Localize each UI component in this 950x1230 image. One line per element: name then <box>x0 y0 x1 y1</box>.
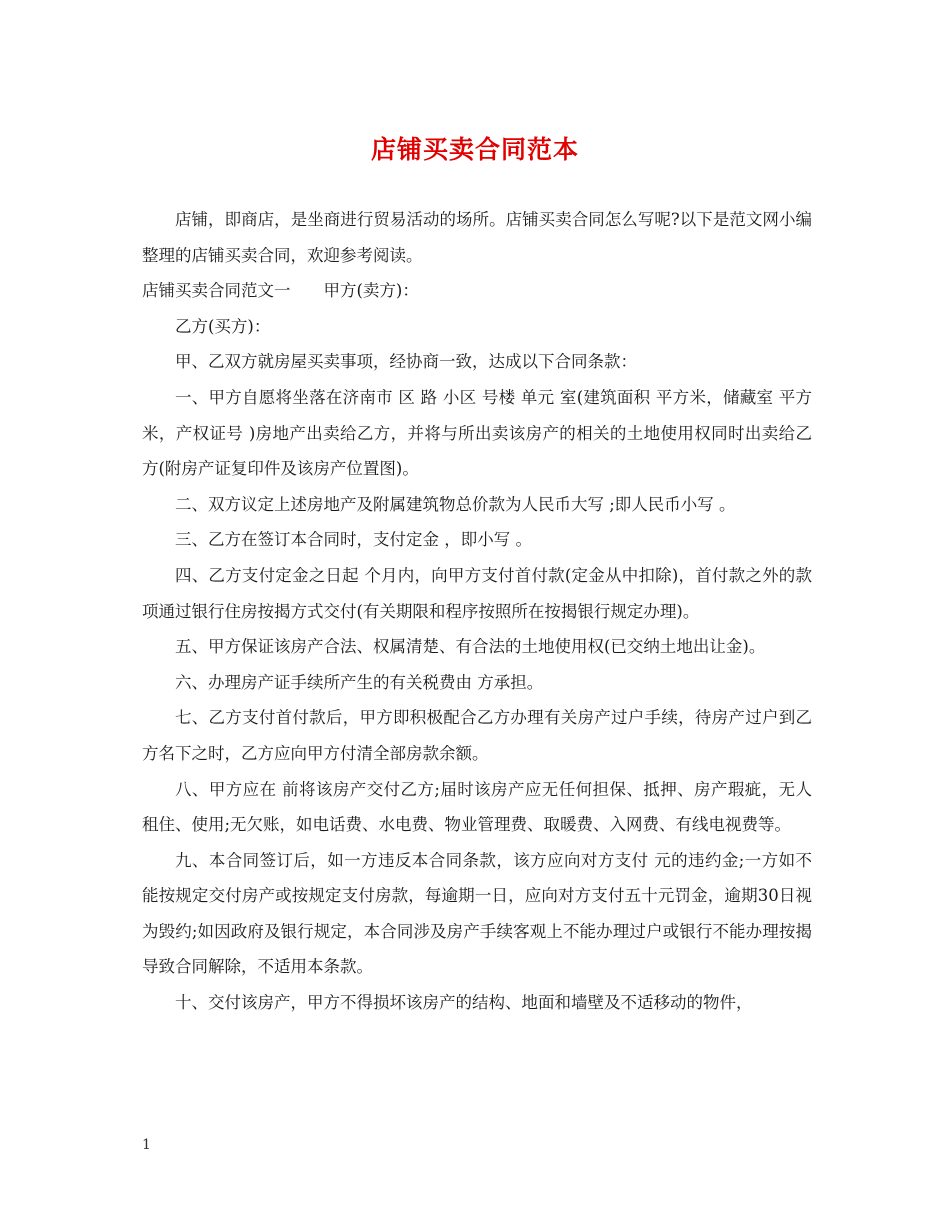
paragraph-sample-heading: 店铺买卖合同范文一 甲方(卖方)： <box>142 281 419 301</box>
paragraph-clause-8: 八、甲方应在 前将该房产交付乙方;届时该房产应无任何担保、抵押、房产瑕疵，无人租住、使用;无欠账，如电话费、水电费、物业管理费、取暖费、入网费、有线电视费等。 <box>142 779 812 835</box>
paragraph-intro: 店铺，即商店，是坐商进行贸易活动的场所。店铺买卖合同怎么写呢?以下是范文网小编整理的店铺买卖合同，欢迎参考阅读。 <box>142 210 812 265</box>
paragraph-clause-10: 十、交付该房产，甲方不得损坏该房产的结构、地面和墙壁及不适移动的物件， <box>175 993 753 1013</box>
paragraph-clause-9: 九、本合同签订后，如一方违反本合同条款，该方应向对方支付 元的违约金;一方如不能按规定交付房产或按规定支付房款，每逾期一日，应向对方支付五十元罚金，逾期30日视为毁约;如因政府及银行规定，本合同涉及房产手续客观上不能办理过户或银行不能办理按揭导致合同解除，不适用本条款。 <box>142 850 812 977</box>
paragraph-clause-5: 五、甲方保证该房产合法、权属清楚、有合法的土地使用权(已交纳土地出让金)。 <box>175 637 766 657</box>
paragraph-clause-1: 一、甲方自愿将坐落在济南市 区 路 小区 号楼 单元 室(建筑面积 平方米，储藏室 平方米，产权证号 )房地产出卖给乙方，并将与所出卖该房产的相关的土地使用权同时出卖给乙方(附房产证复印件及该房产位置图)。 <box>142 387 812 479</box>
paragraph-agreement: 甲、乙双方就房屋买卖事项，经协商一致，达成以下合同条款： <box>175 352 637 372</box>
document-title: 店铺买卖合同范本 <box>370 135 579 164</box>
page-number: 1 <box>142 1137 151 1153</box>
paragraph-clause-3: 三、乙方在签订本合同时，支付定金 ，即小写 。 <box>175 530 532 550</box>
paragraph-clause-7: 七、乙方支付首付款后，甲方即积极配合乙方办理有关房产过户手续，待房产过户到乙方名下之时，乙方应向甲方付清全部房款余额。 <box>142 708 812 763</box>
paragraph-clause-6: 六、办理房产证手续所产生的有关税费由 方承担。 <box>175 672 544 692</box>
paragraph-clause-4: 四、乙方支付定金之日起 个月内，向甲方支付首付款(定金从中扣除)，首付款之外的款项通过银行住房按揭方式交付(有关期限和程序按照所在按揭银行规定办理)。 <box>142 565 812 621</box>
paragraph-party-b: 乙方(买方)： <box>175 316 271 336</box>
paragraph-clause-2: 二、双方议定上述房地产及附属建筑物总价款为人民币大写 ;即人民币小写 。 <box>175 494 736 514</box>
document-body <box>142 202 812 1021</box>
